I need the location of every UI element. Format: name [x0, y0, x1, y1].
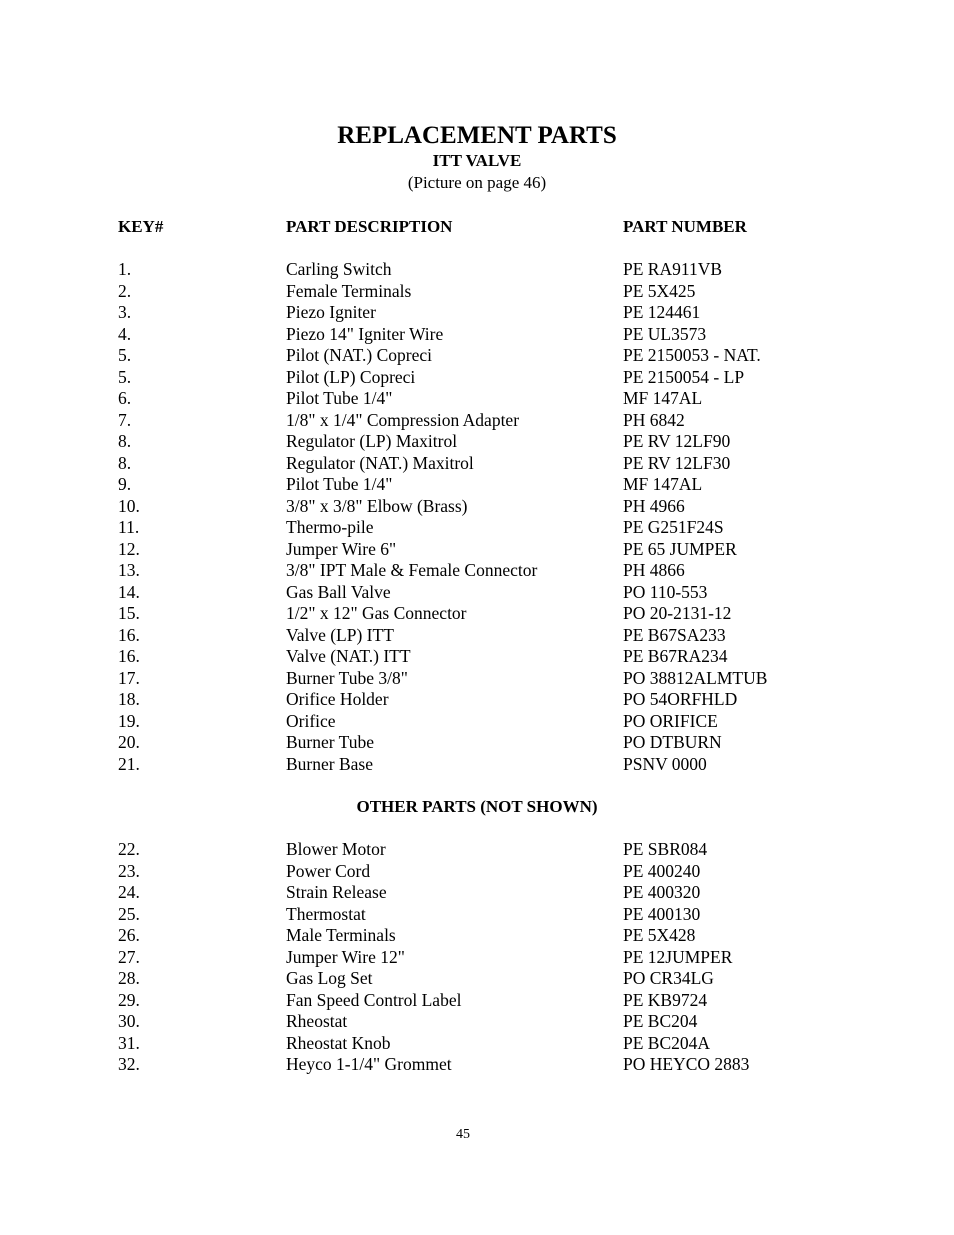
part-number: PE 2150054 - LP — [623, 366, 745, 387]
table-row — [0, 925, 954, 946]
part-description: Carling Switch — [286, 259, 392, 279]
part-key: 18. — [118, 689, 140, 709]
part-description: 1/8" x 1/4" Compression Adapter — [286, 409, 520, 430]
column-header-part-number: PART NUMBER — [623, 217, 747, 236]
part-number: PE B67SA233 — [623, 624, 726, 645]
part-description: Male Terminals — [286, 925, 396, 945]
part-number: PE 400130 — [623, 903, 701, 924]
table-row — [0, 367, 954, 388]
part-key: 9. — [118, 474, 132, 494]
part-description: 3/8" x 3/8" Elbow (Brass) — [286, 495, 468, 516]
table-row — [0, 625, 954, 646]
table-row — [0, 839, 954, 860]
part-key: 6. — [118, 388, 132, 408]
table-row — [0, 668, 954, 689]
part-number: PO 20-2131-12 — [623, 603, 732, 623]
part-number: PO DTBURN — [623, 732, 722, 752]
table-row — [0, 1033, 954, 1054]
part-number: PO CR34LG — [623, 968, 714, 988]
part-number: PE UL3573 — [623, 323, 707, 344]
part-number: PE RA911VB — [623, 259, 723, 279]
table-row — [0, 281, 954, 302]
part-description: Piezo Igniter — [286, 302, 376, 322]
part-description: Thermo-pile — [286, 517, 374, 537]
part-number: PE 400320 — [623, 882, 701, 902]
part-description: Gas Log Set — [286, 968, 373, 988]
part-number: PE G251F24S — [623, 517, 724, 537]
table-row — [0, 968, 954, 989]
column-header-description: PART DESCRIPTION — [286, 217, 453, 236]
part-number: PE BC204A — [623, 1032, 711, 1053]
part-description: Pilot Tube 1/4" — [286, 474, 393, 494]
part-number: PE B67RA234 — [623, 646, 728, 666]
part-key: 11. — [118, 517, 140, 537]
part-key: 30. — [118, 1011, 140, 1031]
table-row — [0, 453, 954, 474]
part-number: PE 124461 — [623, 302, 701, 322]
table-row — [0, 947, 954, 968]
part-description: Strain Release — [286, 882, 387, 902]
part-number: PE 2150053 - NAT. — [623, 345, 761, 365]
part-description: Piezo 14" Igniter Wire — [286, 323, 444, 344]
part-description: Pilot Tube 1/4" — [286, 388, 393, 408]
table-row — [0, 517, 954, 538]
part-key: 19. — [118, 710, 140, 731]
part-key: 14. — [118, 581, 140, 602]
part-description: Regulator (NAT.) Maxitrol — [286, 452, 474, 473]
table-row — [0, 882, 954, 903]
part-key: 32. — [118, 1054, 140, 1074]
part-key: 1. — [118, 259, 132, 279]
part-description: Valve (LP) ITT — [286, 624, 394, 645]
table-row — [0, 324, 954, 345]
part-number: PE SBR084 — [623, 839, 708, 859]
part-key: 7. — [118, 409, 132, 430]
table-row — [0, 496, 954, 517]
part-key: 3. — [118, 302, 132, 322]
part-description: Rheostat — [286, 1011, 348, 1031]
part-description: Valve (NAT.) ITT — [286, 646, 411, 666]
part-description: Burner Tube — [286, 732, 374, 752]
table-row — [0, 603, 954, 624]
table-row — [0, 302, 954, 323]
page-title: REPLACEMENT PARTS — [337, 122, 617, 149]
part-number: PH 6842 — [623, 409, 685, 430]
part-number: PE BC204 — [623, 1011, 698, 1031]
table-header — [0, 216, 954, 237]
part-key: 13. — [118, 560, 140, 580]
part-description: Gas Ball Valve — [286, 581, 391, 602]
part-number: PE 400240 — [623, 860, 701, 881]
table-row — [0, 990, 954, 1011]
table-row — [0, 539, 954, 560]
part-description: Jumper Wire 6" — [286, 538, 397, 559]
part-number: PO 54ORFHLD — [623, 689, 738, 709]
part-number: PE RV 12LF90 — [623, 431, 731, 451]
part-description: Heyco 1-1/4" Grommet — [286, 1054, 452, 1074]
page-number: 45 — [456, 1127, 470, 1142]
part-description: Pilot (NAT.) Copreci — [286, 345, 432, 365]
table-row — [0, 431, 954, 452]
part-key: 21. — [118, 753, 140, 774]
column-header-key: KEY# — [118, 217, 164, 236]
part-key: 8. — [118, 431, 132, 451]
part-number: PO ORIFICE — [623, 710, 718, 731]
part-description: 3/8" IPT Male & Female Connector — [286, 560, 538, 580]
part-key: 2. — [118, 280, 132, 301]
table-row — [0, 582, 954, 603]
part-key: 17. — [118, 667, 140, 688]
part-key: 4. — [118, 323, 132, 344]
picture-note: (Picture on page 46) — [407, 173, 547, 192]
table-row — [0, 388, 954, 409]
part-key: 23. — [118, 860, 140, 881]
part-key: 16. — [118, 646, 140, 666]
table-row — [0, 754, 954, 775]
part-description: Pilot (LP) Copreci — [286, 366, 416, 387]
part-number: PSNV 0000 — [623, 753, 707, 774]
part-key: 24. — [118, 882, 140, 902]
part-key: 10. — [118, 495, 140, 516]
part-key: 8. — [118, 452, 132, 473]
part-key: 31. — [118, 1032, 140, 1053]
part-description: Orifice — [286, 710, 336, 731]
part-description: Fan Speed Control Label — [286, 989, 462, 1010]
table-row — [0, 1054, 954, 1075]
part-number: PE RV 12LF30 — [623, 452, 731, 473]
part-key: 16. — [118, 624, 140, 645]
table-row — [0, 732, 954, 753]
part-description: Jumper Wire 12" — [286, 946, 405, 967]
table-row — [0, 904, 954, 925]
table-row — [0, 560, 954, 581]
page-subtitle: ITT VALVE — [432, 151, 522, 170]
part-description: Thermostat — [286, 903, 366, 924]
part-number: PO 110-553 — [623, 581, 708, 602]
table-row — [0, 646, 954, 667]
part-key: 26. — [118, 925, 140, 945]
table-row — [0, 689, 954, 710]
part-description: Power Cord — [286, 860, 371, 881]
part-description: Regulator (LP) Maxitrol — [286, 431, 458, 451]
part-key: 12. — [118, 538, 140, 559]
table-row — [0, 345, 954, 366]
part-key: 25. — [118, 903, 140, 924]
part-number: MF 147AL — [623, 474, 703, 494]
part-key: 20. — [118, 732, 140, 752]
table-row — [0, 711, 954, 732]
part-description: Rheostat Knob — [286, 1032, 391, 1053]
part-description: 1/2" x 12" Gas Connector — [286, 603, 467, 623]
part-key: 28. — [118, 968, 140, 988]
part-key: 5. — [118, 366, 132, 387]
part-number: PE 5X425 — [623, 280, 696, 301]
part-number: PE 65 JUMPER — [623, 538, 737, 559]
part-key: 22. — [118, 839, 140, 859]
part-description: Burner Base — [286, 753, 373, 774]
part-number: PO HEYCO 2883 — [623, 1054, 750, 1074]
part-number: PH 4866 — [623, 560, 685, 580]
part-key: 15. — [118, 603, 140, 623]
part-number: MF 147AL — [623, 388, 703, 408]
table-row — [0, 474, 954, 495]
table-row — [0, 1011, 954, 1032]
table-row — [0, 861, 954, 882]
part-number: PE 12JUMPER — [623, 946, 733, 967]
table-row — [0, 259, 954, 280]
part-key: 5. — [118, 345, 132, 365]
part-number: PO 38812ALMTUB — [623, 667, 768, 688]
part-description: Burner Tube 3/8" — [286, 667, 408, 688]
part-description: Blower Motor — [286, 839, 386, 859]
other-parts-title: OTHER PARTS (NOT SHOWN) — [356, 797, 598, 816]
part-number: PH 4966 — [623, 495, 685, 516]
part-number: PE KB9724 — [623, 989, 708, 1010]
part-key: 27. — [118, 946, 140, 967]
part-description: Female Terminals — [286, 280, 412, 301]
table-row — [0, 410, 954, 431]
part-key: 29. — [118, 989, 140, 1010]
part-number: PE 5X428 — [623, 925, 696, 945]
part-description: Orifice Holder — [286, 689, 389, 709]
